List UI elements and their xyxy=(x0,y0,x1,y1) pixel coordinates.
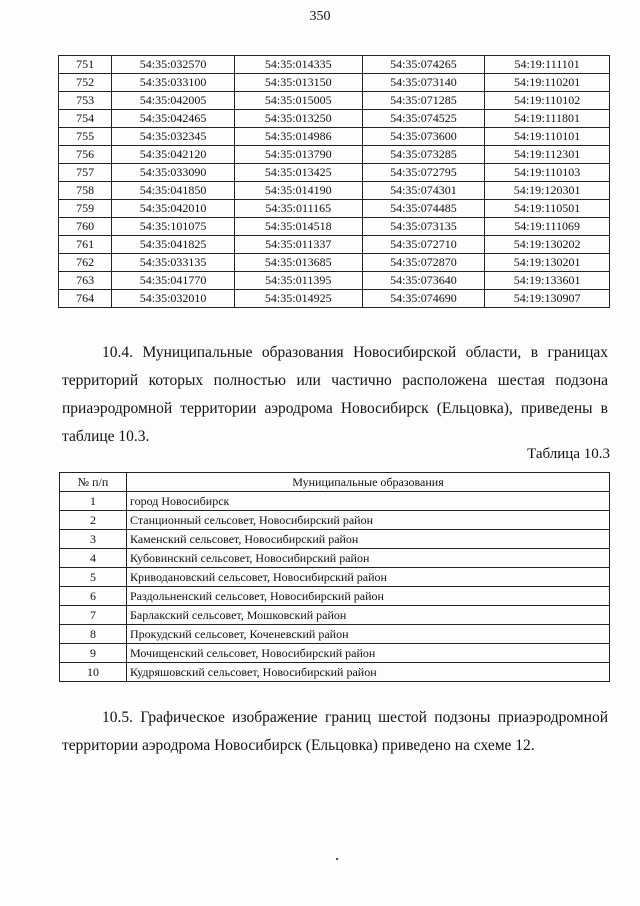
cadastral-number-cell: 54:35:033135 xyxy=(112,254,235,272)
cadastral-number-cell: 54:35:074301 xyxy=(362,182,485,200)
row-number-cell: 758 xyxy=(59,182,112,200)
cadastral-number-cell: 54:35:071285 xyxy=(362,92,485,110)
row-number-cell: 1 xyxy=(60,492,127,511)
table-row xyxy=(60,568,610,587)
paragraph-10-4 xyxy=(62,339,608,451)
table-row xyxy=(59,290,610,308)
municipality-name-cell: Криводановский сельсовет, Новосибирский район xyxy=(127,568,610,587)
paragraph-10-5-text: 10.5. Графическое изображение границ шестой подзоны приаэродромной территории аэродрома Новосибирск (Ельцовка) приведено на схеме 12. xyxy=(62,709,608,754)
cadastral-number-cell: 54:35:013790 xyxy=(234,146,362,164)
table-row xyxy=(59,236,610,254)
cadastral-number-cell: 54:19:112301 xyxy=(485,146,610,164)
cadastral-number-cell: 54:19:110201 xyxy=(485,74,610,92)
row-number-cell: 764 xyxy=(59,290,112,308)
row-number-cell: 4 xyxy=(60,549,127,568)
table-caption: Таблица 10.3 xyxy=(527,446,610,462)
cadastral-number-cell: 54:35:011337 xyxy=(234,236,362,254)
municipal-table xyxy=(59,472,610,682)
cadastral-number-cell: 54:35:013685 xyxy=(234,254,362,272)
cadastral-number-cell: 54:35:074485 xyxy=(362,200,485,218)
row-number-cell: 756 xyxy=(59,146,112,164)
row-number-cell: 763 xyxy=(59,272,112,290)
row-number-cell: 755 xyxy=(59,128,112,146)
row-number-cell: 760 xyxy=(59,218,112,236)
row-number-cell: 10 xyxy=(60,663,127,682)
cadastral-number-cell: 54:19:110501 xyxy=(485,200,610,218)
cadastral-number-cell: 54:35:101075 xyxy=(112,218,235,236)
table-row xyxy=(60,663,610,682)
cadastral-number-cell: 54:35:073285 xyxy=(362,146,485,164)
table-row xyxy=(59,110,610,128)
cadastral-number-cell: 54:35:013250 xyxy=(234,110,362,128)
table-row xyxy=(59,182,610,200)
cadastral-number-cell: 54:35:032010 xyxy=(112,290,235,308)
cadastral-number-cell: 54:35:074525 xyxy=(362,110,485,128)
cadastral-number-cell: 54:35:041770 xyxy=(112,272,235,290)
row-number-cell: 762 xyxy=(59,254,112,272)
table-row xyxy=(59,272,610,290)
table-row xyxy=(60,492,610,511)
cadastral-number-cell: 54:35:042010 xyxy=(112,200,235,218)
cadastral-number-cell: 54:35:015005 xyxy=(234,92,362,110)
table-row xyxy=(60,625,610,644)
cadastral-number-cell: 54:35:032345 xyxy=(112,128,235,146)
cadastral-number-cell: 54:35:074690 xyxy=(362,290,485,308)
cadastral-number-cell: 54:19:133601 xyxy=(485,272,610,290)
municipality-name-cell: Каменский сельсовет, Новосибирский район xyxy=(127,530,610,549)
cadastral-table-body xyxy=(59,56,610,308)
cadastral-number-cell: 54:35:014518 xyxy=(234,218,362,236)
cadastral-number-cell: 54:19:130201 xyxy=(485,254,610,272)
table-row xyxy=(60,530,610,549)
row-number-cell: 757 xyxy=(59,164,112,182)
row-number-cell: 5 xyxy=(60,568,127,587)
table-row xyxy=(60,549,610,568)
cadastral-number-cell: 54:35:032570 xyxy=(112,56,235,74)
cadastral-number-cell: 54:19:111101 xyxy=(485,56,610,74)
cadastral-number-cell: 54:35:014190 xyxy=(234,182,362,200)
row-number-cell: 761 xyxy=(59,236,112,254)
table-row xyxy=(60,644,610,663)
table-row xyxy=(60,511,610,530)
cadastral-number-cell: 54:35:013425 xyxy=(234,164,362,182)
table-row xyxy=(60,606,610,625)
table-row xyxy=(59,146,610,164)
table-row xyxy=(59,254,610,272)
row-number-cell: 752 xyxy=(59,74,112,92)
cadastral-number-cell: 54:35:072795 xyxy=(362,164,485,182)
cadastral-number-cell: 54:35:073640 xyxy=(362,272,485,290)
cadastral-number-cell: 54:35:041850 xyxy=(112,182,235,200)
cadastral-number-cell: 54:35:042465 xyxy=(112,110,235,128)
row-number-cell: 754 xyxy=(59,110,112,128)
cadastral-number-cell: 54:35:011395 xyxy=(234,272,362,290)
municipal-table-header-row xyxy=(60,473,610,492)
cadastral-number-cell: 54:35:073135 xyxy=(362,218,485,236)
scan-speck xyxy=(336,858,338,860)
row-number-cell: 7 xyxy=(60,606,127,625)
table-row xyxy=(59,128,610,146)
cadastral-number-cell: 54:35:014925 xyxy=(234,290,362,308)
cadastral-number-cell: 54:35:072870 xyxy=(362,254,485,272)
municipality-name-cell: Мочищенский сельсовет, Новосибирский район xyxy=(127,644,610,663)
paragraph-10-4-text: 10.4. Муниципальные образования Новосибирской области, в границах территорий которых полностью или частично расположена шестая подзона приаэродромной территории аэродрома Новосибирск (Ельцовка), приведены в таблице 10.3. xyxy=(62,344,608,445)
row-number-cell: 2 xyxy=(60,511,127,530)
header-number: № п/п xyxy=(60,473,127,492)
cadastral-number-cell: 54:35:042120 xyxy=(112,146,235,164)
cadastral-number-cell: 54:35:014986 xyxy=(234,128,362,146)
municipality-name-cell: город Новосибирск xyxy=(127,492,610,511)
municipal-table-body xyxy=(60,492,610,682)
header-municipality: Муниципальные образования xyxy=(127,473,610,492)
cadastral-number-cell: 54:35:033100 xyxy=(112,74,235,92)
table-row xyxy=(59,92,610,110)
municipality-name-cell: Прокудский сельсовет, Коченевский район xyxy=(127,625,610,644)
cadastral-number-cell: 54:19:110103 xyxy=(485,164,610,182)
cadastral-number-cell: 54:35:013150 xyxy=(234,74,362,92)
cadastral-number-cell: 54:35:041825 xyxy=(112,236,235,254)
row-number-cell: 753 xyxy=(59,92,112,110)
row-number-cell: 3 xyxy=(60,530,127,549)
cadastral-number-cell: 54:35:011165 xyxy=(234,200,362,218)
row-number-cell: 9 xyxy=(60,644,127,663)
paragraph-10-5 xyxy=(62,704,608,760)
municipality-name-cell: Кубовинский сельсовет, Новосибирский район xyxy=(127,549,610,568)
cadastral-number-cell: 54:35:042005 xyxy=(112,92,235,110)
cadastral-number-cell: 54:19:120301 xyxy=(485,182,610,200)
table-row xyxy=(59,218,610,236)
page-number: 350 xyxy=(309,9,331,24)
table-row xyxy=(60,587,610,606)
municipality-name-cell: Станционный сельсовет, Новосибирский район xyxy=(127,511,610,530)
municipality-name-cell: Барлакский сельсовет, Мошковский район xyxy=(127,606,610,625)
cadastral-number-cell: 54:19:130202 xyxy=(485,236,610,254)
table-row xyxy=(59,200,610,218)
cadastral-number-cell: 54:19:111069 xyxy=(485,218,610,236)
cadastral-number-cell: 54:35:073140 xyxy=(362,74,485,92)
table-row xyxy=(59,164,610,182)
table-row xyxy=(59,56,610,74)
cadastral-number-cell: 54:35:072710 xyxy=(362,236,485,254)
row-number-cell: 6 xyxy=(60,587,127,606)
municipality-name-cell: Раздольненский сельсовет, Новосибирский район xyxy=(127,587,610,606)
cadastral-number-cell: 54:35:033090 xyxy=(112,164,235,182)
cadastral-number-cell: 54:19:130907 xyxy=(485,290,610,308)
cadastral-number-cell: 54:35:014335 xyxy=(234,56,362,74)
cadastral-number-cell: 54:35:073600 xyxy=(362,128,485,146)
cadastral-number-cell: 54:35:074265 xyxy=(362,56,485,74)
table-row xyxy=(59,74,610,92)
cadastral-number-cell: 54:19:111801 xyxy=(485,110,610,128)
row-number-cell: 8 xyxy=(60,625,127,644)
row-number-cell: 751 xyxy=(59,56,112,74)
cadastral-number-cell: 54:19:110101 xyxy=(485,128,610,146)
cadastral-number-cell: 54:19:110102 xyxy=(485,92,610,110)
municipality-name-cell: Кудряшовский сельсовет, Новосибирский район xyxy=(127,663,610,682)
row-number-cell: 759 xyxy=(59,200,112,218)
cadastral-table xyxy=(58,55,610,308)
